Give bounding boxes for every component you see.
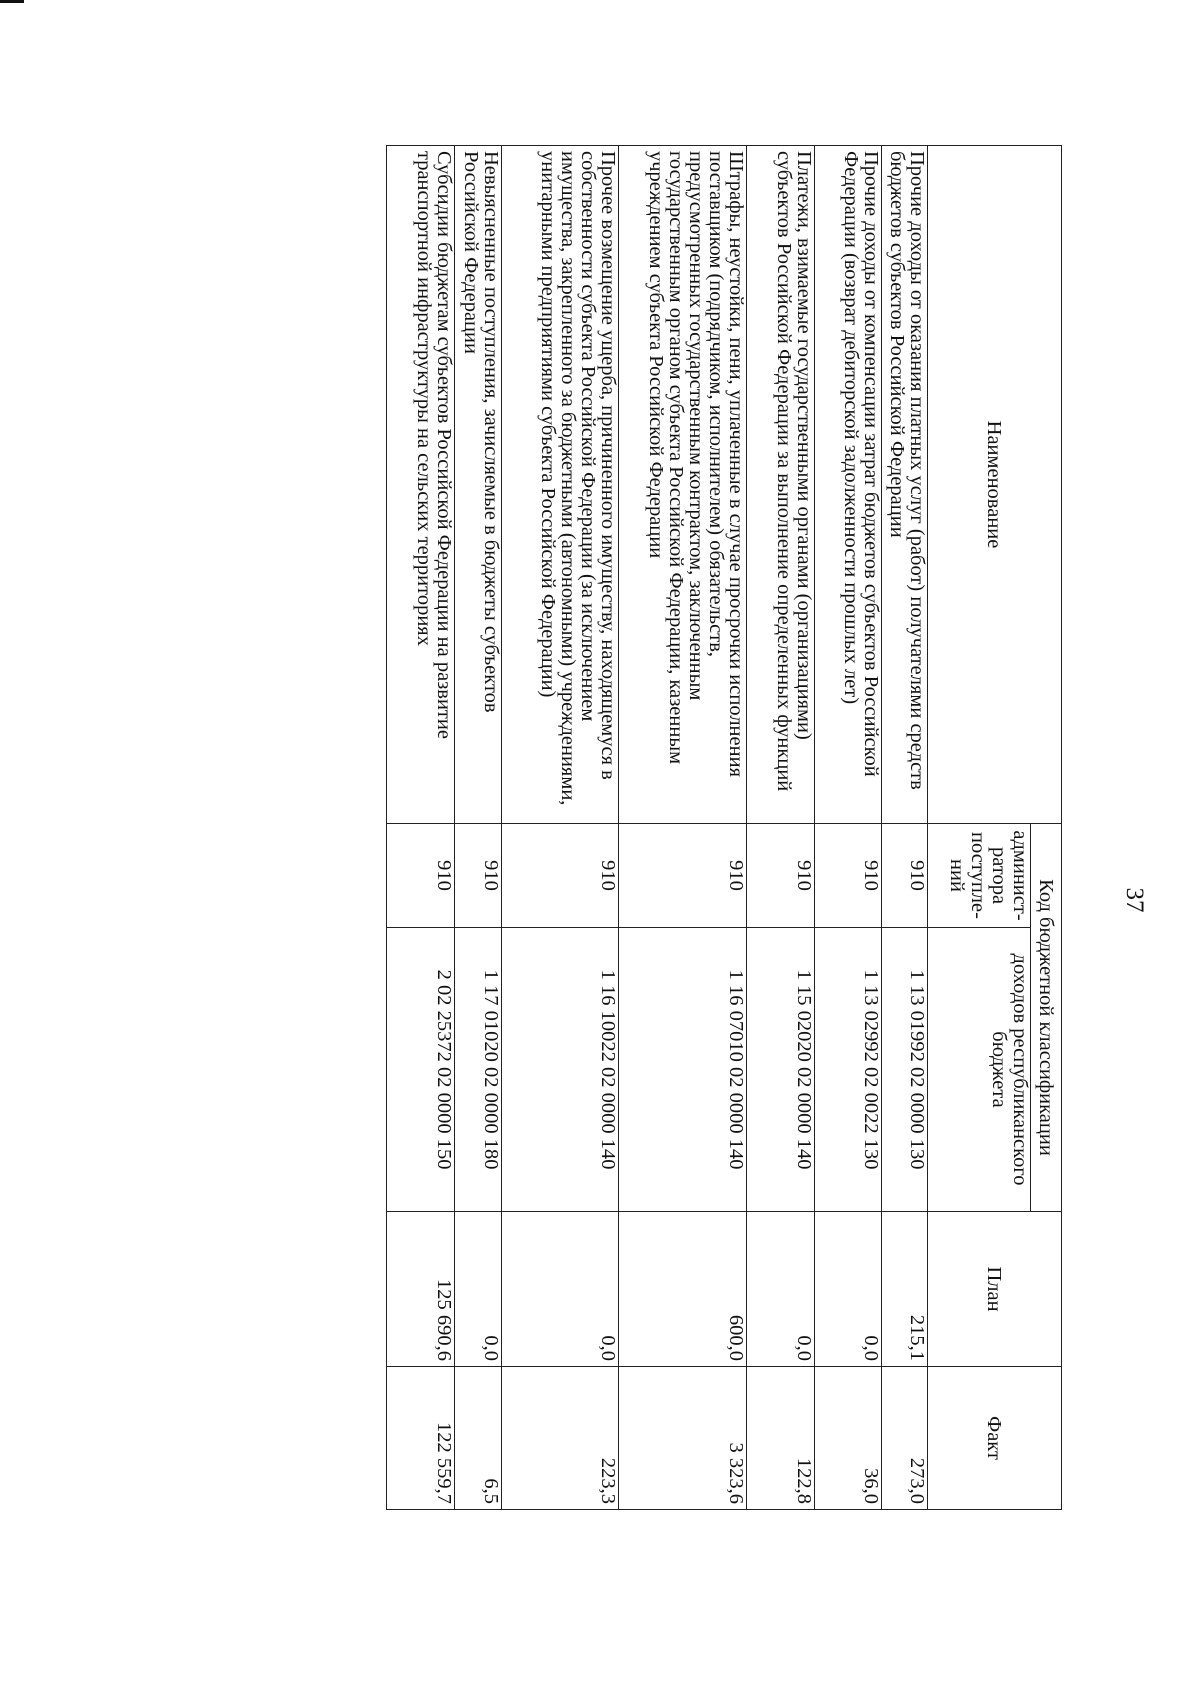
row-name: Платежи, взимаемые государственными органами (организациями) субъектов Российской Федерации за выполнение определенных функций bbox=[747, 146, 815, 824]
row-plan: 600,0 bbox=[619, 1212, 747, 1367]
header-code-group: Код бюджетной классификации bbox=[1031, 824, 1062, 1212]
row-admin-code: 910 bbox=[747, 824, 815, 928]
table-row bbox=[619, 146, 747, 1510]
header-admin: админист-ратора поступле-ний bbox=[928, 824, 1031, 928]
row-name: Субсидии бюджетам субъектов Российской Федерации на развитие транспортной инфраструктуры на сельских территориях bbox=[387, 146, 455, 824]
row-name: Прочие доходы от оказания платных услуг (работ) получателями средств бюджетов субъектов Российской Федерации bbox=[882, 146, 928, 824]
row-admin-code: 910 bbox=[387, 824, 455, 928]
row-revenue-code: 1 16 10022 02 0000 140 bbox=[502, 928, 619, 1212]
header-revenue-code: доходов республиканского бюджета bbox=[928, 928, 1031, 1212]
row-name: Невыясненные поступления, зачисляемые в бюджеты субъектов Российской Федерации bbox=[455, 146, 502, 824]
row-admin-code: 910 bbox=[619, 824, 747, 928]
row-admin-code: 910 bbox=[502, 824, 619, 928]
row-fact: 122,8 bbox=[747, 1367, 815, 1510]
row-revenue-code: 1 17 01020 02 0000 180 bbox=[455, 928, 502, 1212]
row-plan: 0,0 bbox=[502, 1212, 619, 1367]
row-revenue-code: 1 13 02992 02 0022 130 bbox=[815, 928, 882, 1212]
row-fact: 122 559,7 bbox=[387, 1367, 455, 1510]
row-fact: 273,0 bbox=[882, 1367, 928, 1510]
row-name: Прочее возмещение ущерба, причиненного имуществу, находящемуся в собственности субъекта Российской Федерации (за исключением имущества, закрепленного за бюджетными (автономными) учреждениями, унитарными предприятиями субъекта Российской Федерации) bbox=[502, 146, 619, 824]
row-plan: 0,0 bbox=[815, 1212, 882, 1367]
header-row bbox=[1031, 146, 1062, 1510]
row-admin-code: 910 bbox=[815, 824, 882, 928]
row-admin-code: 910 bbox=[455, 824, 502, 928]
page-number: 37 bbox=[1121, 887, 1148, 913]
row-fact: 223,3 bbox=[502, 1367, 619, 1510]
table-row bbox=[502, 146, 619, 1510]
header-plan: План bbox=[928, 1212, 1062, 1367]
row-revenue-code: 1 16 07010 02 0000 140 bbox=[619, 928, 747, 1212]
row-fact: 3 323,6 bbox=[619, 1367, 747, 1510]
row-plan: 0,0 bbox=[747, 1212, 815, 1367]
table-row bbox=[455, 146, 502, 1510]
revenue-table bbox=[386, 145, 1062, 1510]
row-fact: 36,0 bbox=[815, 1367, 882, 1510]
header-fact: Факт bbox=[928, 1367, 1062, 1510]
row-plan: 215,1 bbox=[882, 1212, 928, 1367]
row-admin-code: 910 bbox=[882, 824, 928, 928]
row-plan: 0,0 bbox=[455, 1212, 502, 1367]
table-row bbox=[747, 146, 815, 1510]
row-revenue-code: 1 15 02020 02 0000 140 bbox=[747, 928, 815, 1212]
row-name: Прочие доходы от компенсации затрат бюджетов субъектов Российской Федерации (возврат дебиторской задолженности прошлых лет) bbox=[815, 146, 882, 824]
row-revenue-code: 2 02 25372 02 0000 150 bbox=[387, 928, 455, 1212]
table-row bbox=[882, 146, 928, 1510]
row-fact: 6,5 bbox=[455, 1367, 502, 1510]
row-revenue-code: 1 13 01992 02 0000 130 bbox=[882, 928, 928, 1212]
header-name: Наименование bbox=[928, 146, 1062, 824]
table-row bbox=[387, 146, 455, 1510]
row-name: Штрафы, неустойки, пени, уплаченные в случае просрочки исполнения поставщиком (подрядчиком, исполнителем) обязательств, предусмотренных государственным контрактом, заключенным государственным органом субъекта Российской Федерации, казенным учреждением субъекта Российской Федерации bbox=[619, 146, 747, 824]
table-row bbox=[815, 146, 882, 1510]
row-plan: 125 690,6 bbox=[387, 1212, 455, 1367]
